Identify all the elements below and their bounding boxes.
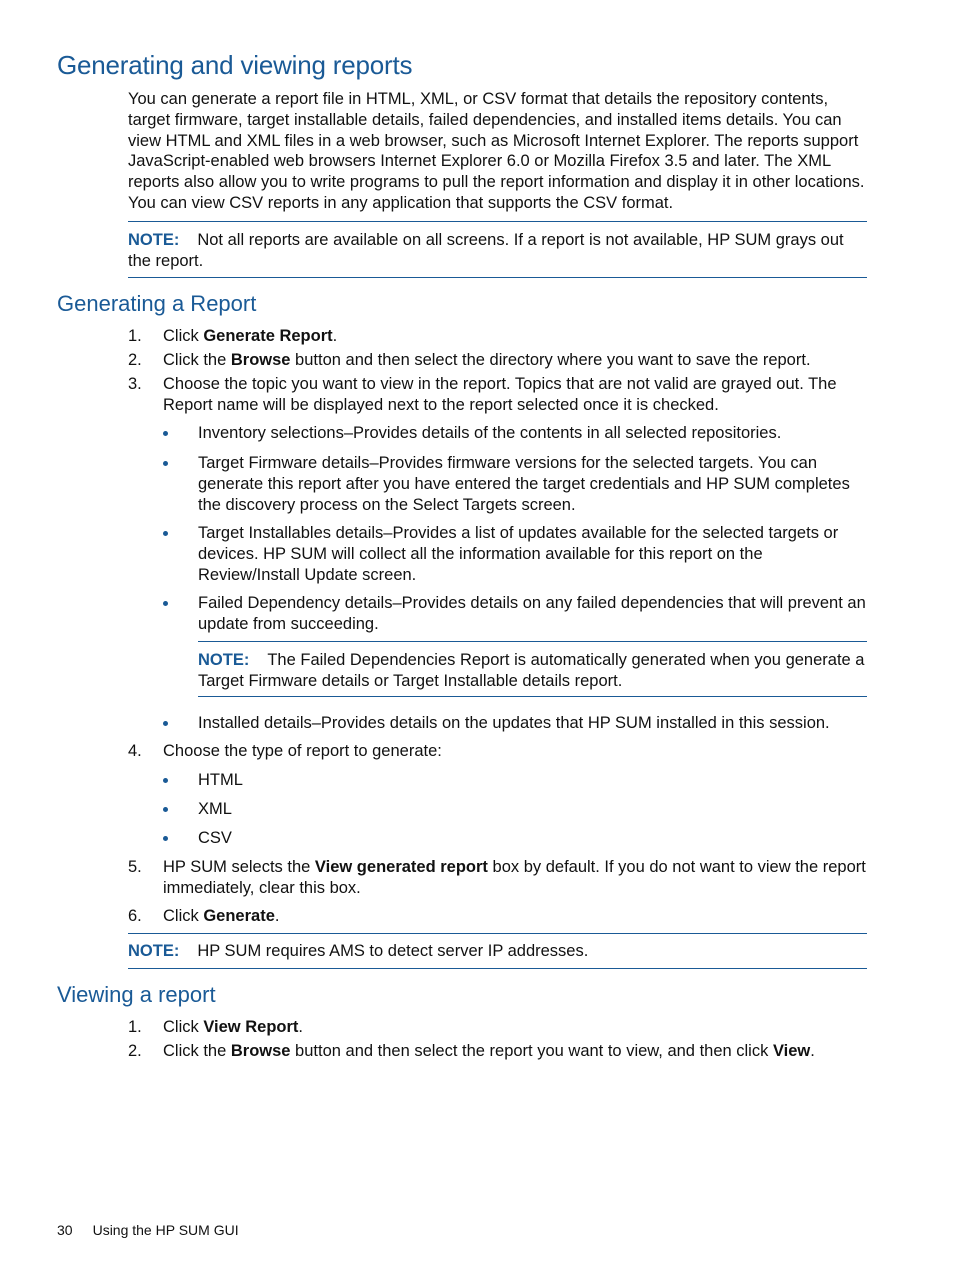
section-heading-viewing: Viewing a report xyxy=(57,982,216,1007)
ui-label-view-generated-report: View generated report xyxy=(314,858,488,876)
step-text: Click xyxy=(163,1018,204,1036)
format-text: HTML xyxy=(198,771,243,789)
intro-paragraph: You can generate a report file in HTML, XML, or CSV format that details the repository contents, target firmware, target installable details, failed dependencies, and installed items details. You can view HTML and XML files in a web browser, such as Microsoft Internet Explorer. The reports support JavaScript-enabled web browsers Internet Explorer 6.0 or Mozilla Firefox 3.5 and later. The XML reports also allow you to write programs to pull the report information and display it in other locations. You can view CSV reports in any application that supports the CSV format. xyxy=(128,90,865,212)
list-item xyxy=(163,523,868,585)
step-text: . xyxy=(274,907,280,925)
list-item xyxy=(128,857,868,899)
step-text: box by default. If you do not want to view the report immediately, clear this box. xyxy=(163,858,866,897)
step-text: button and then select the directory where you want to save the report. xyxy=(290,351,811,369)
bullet-icon xyxy=(163,778,168,783)
step-text: . xyxy=(332,327,338,345)
list-item xyxy=(128,1017,868,1038)
list-item xyxy=(128,1041,868,1062)
note-box-1 xyxy=(128,221,867,278)
step-number: 2. xyxy=(128,351,142,369)
ui-label-view: View xyxy=(772,1042,811,1060)
page-footer xyxy=(57,1222,239,1238)
chapter-title: Using the HP SUM GUI xyxy=(92,1222,239,1238)
step-text: . xyxy=(810,1042,815,1060)
list-item xyxy=(163,770,868,791)
step-number: 1. xyxy=(128,327,142,345)
list-item xyxy=(163,799,868,820)
bullet-icon xyxy=(163,431,168,436)
topic-text: Target Installables details–Provides a list of updates available for the selected targets or devices. HP SUM will collect all the information available for this report on the Review/Install Update screen. xyxy=(198,524,839,584)
step-text: Choose the topic you want to view in the report. Topics that are not valid are grayed out. The Report name will be displayed next to the report selected once it is checked. xyxy=(163,375,837,414)
list-item xyxy=(128,741,868,762)
step-text: Click xyxy=(163,907,204,925)
list-item xyxy=(128,374,868,416)
note-label: NOTE: xyxy=(128,942,180,960)
step-number: 1. xyxy=(128,1018,142,1036)
note-text: The Failed Dependencies Report is automatically generated when you generate a Target Firmware details or Target Installable details report. xyxy=(198,651,865,690)
topic-text: Target Firmware details–Provides firmware versions for the selected targets. You can generate this report after you have entered the target credentials and HP SUM completes the discovery process on the Select Targets screen. xyxy=(198,454,850,514)
step-number: 6. xyxy=(128,907,142,925)
format-text: XML xyxy=(198,800,232,818)
step-text: HP SUM selects the xyxy=(163,858,315,876)
note-text: HP SUM requires AMS to detect server IP addresses. xyxy=(197,942,589,960)
list-item xyxy=(163,423,868,444)
section-heading-generating: Generating a Report xyxy=(57,291,257,316)
note-box-3 xyxy=(128,933,867,969)
note-label: NOTE: xyxy=(198,651,250,669)
list-item xyxy=(128,326,868,347)
bullet-icon xyxy=(163,807,168,812)
step-number: 4. xyxy=(128,742,142,760)
topic-text: Inventory selections–Provides details of the contents in all selected repositories. xyxy=(198,424,782,442)
step-number: 2. xyxy=(128,1042,142,1060)
bullet-icon xyxy=(163,836,168,841)
ui-label-browse: Browse xyxy=(230,1042,291,1060)
step-number: 5. xyxy=(128,858,142,876)
topic-text: Installed details–Provides details on the updates that HP SUM installed in this session. xyxy=(198,714,830,732)
page-number: 30 xyxy=(57,1222,73,1238)
bullet-icon xyxy=(163,721,168,726)
step-text: button and then select the report you want to view, and then click xyxy=(290,1042,773,1060)
step-text: Choose the type of report to generate: xyxy=(163,742,442,760)
note-label: NOTE: xyxy=(128,231,180,249)
list-item xyxy=(163,713,868,734)
ui-label-browse: Browse xyxy=(230,351,291,369)
ui-label-generate-report: Generate Report xyxy=(203,327,333,345)
step-number: 3. xyxy=(128,375,142,393)
list-item xyxy=(163,828,868,849)
bullet-icon xyxy=(163,531,168,536)
bullet-icon xyxy=(163,461,168,466)
ui-label-view-report: View Report xyxy=(203,1018,299,1036)
ui-label-generate: Generate xyxy=(203,907,275,925)
note-box-2 xyxy=(198,641,867,697)
list-item xyxy=(163,453,868,515)
list-item xyxy=(128,906,868,927)
format-text: CSV xyxy=(198,829,232,847)
note-text: Not all reports are available on all screens. If a report is not available, HP SUM grays out the report. xyxy=(128,231,844,270)
topic-text: Failed Dependency details–Provides details on any failed dependencies that will prevent an update from succeeding. xyxy=(198,594,866,633)
step-text: . xyxy=(298,1018,303,1036)
list-item xyxy=(128,350,868,371)
list-item xyxy=(163,593,868,635)
page-title: Generating and viewing reports xyxy=(57,50,413,80)
bullet-icon xyxy=(163,601,168,606)
step-text: Click the xyxy=(163,351,231,369)
step-text: Click the xyxy=(163,1042,231,1060)
step-text: Click xyxy=(163,327,204,345)
